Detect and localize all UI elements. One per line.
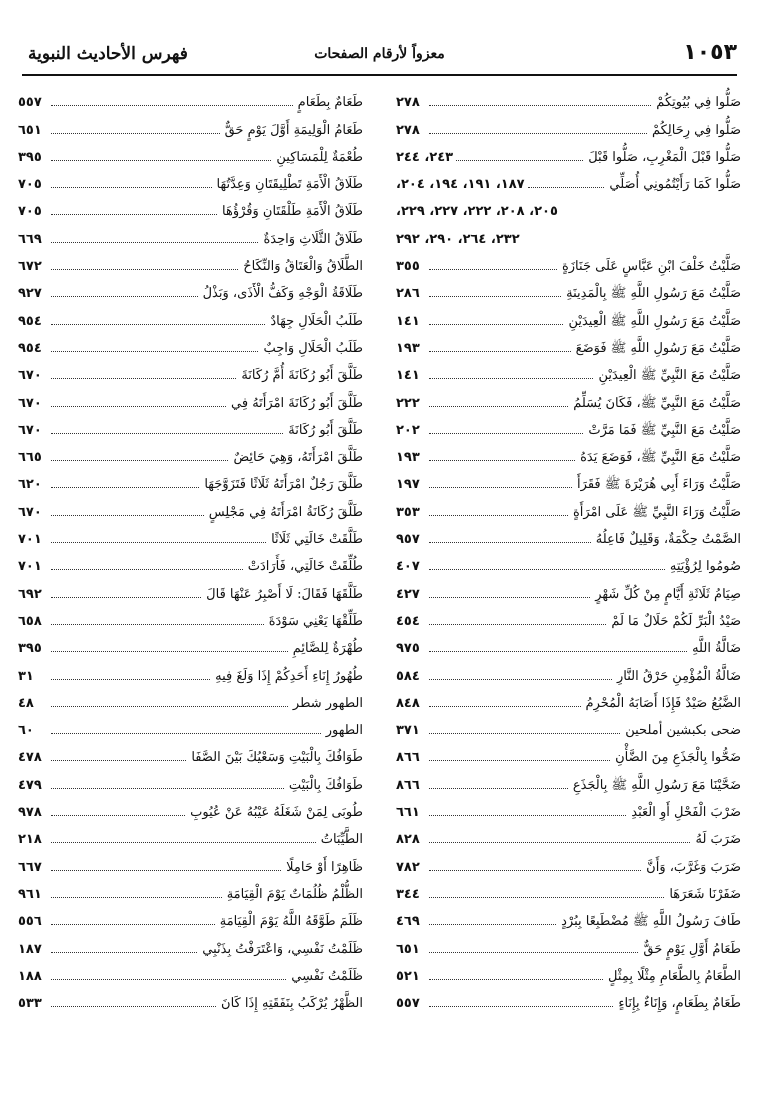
page-reference: ٤٨ [18,695,34,711]
dot-leader [51,324,265,325]
hadith-text: صَلُّوا قَبْلَ الْمَغْرِبِ، صَلُّوا قَبْلَ [588,149,741,165]
hadith-text: الطهور شطر [292,695,363,711]
hadith-text: طَعَامٌ بِطَعَامٍ، وَإِنَاءٌ بِإِنَاءٍ [618,996,741,1012]
dot-leader [429,324,563,325]
dot-leader [51,679,210,680]
index-entry [18,848,363,875]
index-entry [18,111,363,138]
hadith-text: طَلَّقَتْ خَالَتِي ثَلَاثًا [271,532,363,548]
dot-leader [51,842,316,843]
page-reference: ٩٥٧ [396,532,420,548]
index-entry [396,548,741,575]
dot-leader [429,433,583,434]
page-reference: ٥٨٤ [396,668,420,684]
dot-leader [429,133,647,134]
index-entry [396,521,741,548]
hadith-text: الصَّمْتُ حِكْمَةٌ، وَقَلِيلٌ فَاعِلُهُ [595,532,741,548]
dot-leader [51,214,217,215]
dot-leader [51,351,258,352]
hadith-text: صِيَامُ ثَلَاثَةِ أَيَّامٍ مِنْ كُلِّ شَهْرٍ [595,586,741,602]
index-entry [396,357,741,384]
dot-leader [429,651,687,652]
hadith-text: طَلَّقَ رُكَانَةُ امْرَأَتَهُ فِي مَجْلِسٍ [208,504,363,520]
hadith-text: الطَّعَامُ بِالطَّعَامِ مِثْلًا بِمِثْلٍ [608,968,741,984]
header-rule [22,74,737,76]
dot-leader [51,242,258,243]
index-entry [18,384,363,411]
page-reference: ٥٣٣ [18,996,42,1012]
dot-leader [429,624,606,625]
index-entry [18,466,363,493]
hadith-text: طُعْمَةٌ لِلْمَسَاكِينِ [276,149,363,165]
index-entry [396,220,741,247]
page-reference: ٦٧٢ [18,259,42,275]
page-reference: ٣٩٥ [18,641,42,657]
index-entry [396,193,741,220]
hadith-text: طَعَامُ أَوَّلِ يَوْمٍ حَقٌّ [643,941,741,957]
hadith-text: الطَّلَاقُ وَالْعَتَاقُ وَالنِّكَاحُ [243,259,363,275]
index-entry [396,794,741,821]
page-reference: ٩٥٤ [18,340,42,356]
index-entry [396,712,741,739]
index-entry [396,930,741,957]
dot-leader [51,815,185,816]
hadith-text: الضَّبُعُ صَيْدٌ فَإِذَا أَصَابَهُ الْمُحْرِمُ [585,695,741,711]
index-column-left [18,84,363,1084]
index-entry [396,166,741,193]
page-reference: ٣٥٥ [396,259,420,275]
page-reference: ١٤١ [396,313,420,329]
index-entry [396,657,741,684]
hadith-text: ضَرَبَ وَغَرَّبَ، وَأَنَّ [646,859,741,875]
page-reference: ٦٦٧ [18,859,42,875]
page-reference: ٦٥١ [18,122,42,138]
dot-leader [429,569,665,570]
dot-leader [429,733,620,734]
dot-leader [51,624,264,625]
index-entry [18,739,363,766]
hadith-text: طَلَّقَ أَبُو رُكَانَةَ [288,422,363,438]
hadith-text: طَلَّقَهَا فَقَالَ: لَا أَصْبِرُ عَنْهَا قَالَ [206,586,363,602]
index-entry [18,357,363,384]
dot-leader [51,433,283,434]
page-reference: ٧٠١ [18,559,42,575]
page-reference: ٤٢٧ [396,586,420,602]
hadith-text: ظَلَمْتُ نَفْسِي، وَاعْتَرَفْتُ بِذَنْبِي [202,941,363,957]
dot-leader [51,487,199,488]
index-entry [396,766,741,793]
dot-leader [51,760,186,761]
index-entry [396,821,741,848]
page-reference: ٩٢٧ [18,286,42,302]
page-header [22,40,737,70]
index-entry [18,603,363,630]
dot-leader [429,870,641,871]
index-entry [18,412,363,439]
page-reference: ٦٦١ [396,805,420,821]
index-entry [18,575,363,602]
dot-leader [429,897,664,898]
page-reference: ٨٦٦ [396,777,420,793]
page-reference: ٩٧٥ [396,641,420,657]
index-entry [396,493,741,520]
page-reference: ٢٢٢ [396,395,420,411]
dot-leader [51,269,238,270]
dot-leader [528,187,605,188]
index-entry [18,521,363,548]
hadith-text: صَلُّوا كَمَا رَأَيْتُمُونِي أُصَلِّي [609,177,741,193]
dot-leader [51,187,212,188]
dot-leader [429,351,571,352]
index-entry [396,139,741,166]
dot-leader [51,897,222,898]
index-entry [396,876,741,903]
hadith-text: ضحى بكبشين أملحين [625,723,741,739]
hadith-text: طَلَاقُ الْأَمَةِ تَطْلِيقَتَانِ وَعِدَّتُهَا [216,177,363,193]
page-reference: ٦٥١ [396,941,420,957]
dot-leader [429,515,568,516]
index-column-right [396,84,741,1084]
dot-leader [51,406,226,407]
index-entry [18,220,363,247]
page-reference: ٦٧٠ [18,422,42,438]
index-entry [18,766,363,793]
page-reference: ٥٢١ [396,968,420,984]
index-entry [18,821,363,848]
index-entry [18,439,363,466]
index-entry [396,248,741,275]
index-entry [18,166,363,193]
hadith-text: طَلِّقْهَا يَعْنِي سَوْدَةَ [268,613,363,629]
page-reference: ٩٥٤ [18,313,42,329]
hadith-text: صَلَّيْتُ وَرَاءَ النَّبِيِّ ﷺ عَلَى امْرَأَةٍ [573,504,741,520]
hadith-text: طَلَّقَ أَبُو رُكَانَةَ امْرَأَتَهُ فِي [231,395,363,411]
hadith-text: طَلَّقَ رَجُلٌ امْرَأَتَهُ ثَلَاثًا فَتَزَوَّجَهَا [204,477,363,493]
hadith-text: طُهُورُ إِنَاءِ أَحَدِكُمْ إِذَا وَلَغَ فِيهِ [215,668,363,684]
hadith-text: طُهْرَةٌ لِلصَّائِمِ [292,641,363,657]
dot-leader [429,760,610,761]
index-entry [396,739,741,766]
page-reference: ٣٤٤ [396,886,420,902]
dot-leader [51,296,198,297]
index-entry [396,111,741,138]
dot-leader [429,105,651,106]
page-reference: ٣١ [18,668,34,684]
page-reference: ١٩٣ [396,340,420,356]
page-reference: ٣٥٣ [396,504,420,520]
hadith-text: طَعَامٌ بِطَعَامٍ [297,95,363,111]
page-reference: ٣٩٥ [18,149,42,165]
index-entry [396,412,741,439]
hadith-text: ضَالَّةُ الْمُؤْمِنِ حَرْقُ النَّارِ [616,668,741,684]
dot-leader [51,105,293,106]
hadith-text: طَوَافُكَ بِالْبَيْتِ [288,777,363,793]
page-reference: ٢١٨ [18,832,42,848]
index-entry [18,930,363,957]
page-reference: ٧٨٢ [396,859,420,875]
page-reference: ٨٢٨ [396,832,420,848]
dot-leader [429,406,568,407]
dot-leader [51,651,288,652]
index-entry [396,603,741,630]
dot-leader [51,788,284,789]
dot-leader [51,542,266,543]
dot-leader [429,815,626,816]
index-entry [396,685,741,712]
hadith-text: طُوبَى لِمَنْ شَغَلَهُ عَيْبُهُ عَنْ عُيُوبِ [190,805,363,821]
hadith-text: صَلَّيْتُ مَعَ النَّبِيِّ ﷺ، فَوَضَعَ يَدَهُ [580,450,741,466]
page-reference: ٢٤٣، ٢٤٤ [396,149,454,165]
page-reference: ٤٦٩ [396,914,420,930]
dot-leader [429,924,556,925]
index-entry [18,657,363,684]
page-reference: ٤٧٨ [18,750,42,766]
page-reference: ٢٠٥، ٢٠٨، ٢٢٢، ٢٢٧، ٢٢٩، [396,204,558,220]
page-reference: ٦٢٠ [18,477,42,493]
index-entry [396,630,741,657]
dot-leader [429,296,561,297]
dot-leader [51,597,201,598]
page-reference: ٩٧٨ [18,805,42,821]
page-reference: ٥٥٦ [18,914,42,930]
page-reference: ١٩٧ [396,477,420,493]
hadith-text: طَلَاقُ الثَّلَاثِ وَاحِدَةٌ [263,231,363,247]
dot-leader [51,924,215,925]
hadith-text: طَلَبُ الْحَلَالِ وَاجِبٌ [263,340,363,356]
page-reference: ٤٠٧ [396,559,420,575]
index-entry [396,985,741,1012]
page-reference: ٦٦٩ [18,231,42,247]
hadith-text: ضَرَبَ لَهُ [695,832,741,848]
index-entry [396,384,741,411]
page-reference: ٣٧١ [396,723,420,739]
hadith-text: صَلُّوا فِي رِحَالِكُمْ [651,122,741,138]
hadith-text: طَلَاقَةُ الْوَجْهِ وَكَفُّ الْأَذَى، وَبَذْلُ [202,286,363,302]
page-reference: ٢٧٨ [396,95,420,111]
hadith-text: ضَرْبَ الْفَحْلِ أَوِ الْعَبْدِ [631,805,741,821]
dot-leader [51,378,236,379]
page-reference: ٥٥٧ [18,95,42,111]
index-entry [396,958,741,985]
hadith-text: ضَفَرْنَا شَعَرَهَا [669,886,741,902]
page-reference: ٧٠٥ [18,177,42,193]
page-reference: ١٨٧، ١٩١، ١٩٤، ٢٠٤، [396,177,525,193]
index-entry [18,330,363,357]
page-reference: ٢٧٨ [396,122,420,138]
dot-leader [456,160,583,161]
dot-leader [429,1006,613,1007]
index-entry [396,330,741,357]
dot-leader [429,842,690,843]
dot-leader [429,706,581,707]
dot-leader [429,487,572,488]
hadith-text: صَلَّيْتُ مَعَ رَسُولِ اللَّهِ ﷺ الْعِيدَيْنِ [568,313,741,329]
hadith-text: طَوَافُكَ بِالْبَيْتِ وَسَعْيُكَ بَيْنَ الصَّفَا [191,750,363,766]
index-entry [18,794,363,821]
index-entry [18,876,363,903]
dot-leader [51,133,220,134]
page-reference: ٧٠١ [18,532,42,548]
hadith-text: طَلَّقَ أَبُو رُكَانَةَ أُمَّ رُكَانَةَ [241,368,363,384]
index-entry [396,275,741,302]
index-entry [18,903,363,930]
hadith-text: صَلَّيْتُ مَعَ رَسُولِ اللَّهِ ﷺ فَوَضَعَ [575,340,741,356]
dot-leader [51,160,271,161]
index-title: فهرس الأحاديث النبوية [28,44,188,64]
page-reference: ٧٠٥ [18,204,42,220]
hadith-text: طَلَاقُ الْأَمَةِ طَلْقَتَانِ وَقُرْؤُهَا [222,204,363,220]
hadith-text: صَلَّيْتُ خَلْفَ ابْنِ عَبَّاسٍ عَلَى جَنَازَةٍ [561,259,741,275]
hadith-text: صُومُوا لِرُؤْيَتِهِ [669,559,741,575]
page-reference: ١٨٧ [18,941,42,957]
dot-leader [51,706,288,707]
page-reference: ٦٧٠ [18,504,42,520]
dot-leader [429,542,591,543]
hadith-text: ظَلَمْتُ نَفْسِي [291,968,363,984]
hadith-text: ضَحُّوا بِالْجَذَعِ مِنَ الضَّأْنِ [615,750,741,766]
page-reference: ١٩٣ [396,450,420,466]
index-entry [18,248,363,275]
index-entry [396,903,741,930]
index-entry [396,439,741,466]
page-reference: ٥٥٧ [396,996,420,1012]
hadith-text: ضَحَّيْنَا مَعَ رَسُولِ اللَّهِ ﷺ بِالْجَذَعِ [572,777,741,793]
dot-leader [51,733,321,734]
index-entry [18,548,363,575]
page-reference: ٦٦٥ [18,450,42,466]
hadith-text: صَلَّيْتُ مَعَ النَّبِيِّ ﷺ فَمَا مَرَّتْ [588,422,741,438]
page-reference: ٢٣٢، ٢٦٤، ٢٩٠، ٢٩٢ [396,231,520,247]
dot-leader [51,1006,216,1007]
hadith-text: الظَّهْرُ يُرْكَبُ بِنَفَقَتِهِ إِذَا كَانَ [221,996,363,1012]
index-entry [396,84,741,111]
hadith-text: صَلُّوا فِي بُيُوتِكُمْ [656,95,741,111]
page-reference: ٦٧٠ [18,368,42,384]
page-reference: ٤٥٤ [396,613,420,629]
index-entry [396,302,741,329]
hadith-text: صَيْدُ الْبَرِّ لَكُمْ حَلَالٌ مَا لَمْ [611,613,741,629]
hadith-text: طَافَ رَسُولُ اللَّهِ ﷺ مُضْطَبِعًا بِبُرْدٍ [561,914,741,930]
dot-leader [429,979,603,980]
index-entry [18,958,363,985]
page-reference: ٩٦١ [18,886,42,902]
page-reference: ٤٧٩ [18,777,42,793]
hadith-text: ظَلَمَ طَوَّقَهُ اللَّهُ يَوْمَ الْقِيَامَةِ [219,914,363,930]
dot-leader [51,515,204,516]
page-reference: ٦٥٨ [18,613,42,629]
page-reference: ٨٤٨ [396,695,420,711]
dot-leader [429,679,612,680]
index-entry [18,630,363,657]
index-entry [18,84,363,111]
hadith-text: طَعَامُ الْوَلِيمَةِ أَوَّلَ يَوْمٍ حَقٌّ [224,122,363,138]
index-entry [18,493,363,520]
dot-leader [429,952,638,953]
hadith-text: طَلَبُ الْحَلَالِ جِهَادٌ [270,313,363,329]
page-reference: ٦٧٠ [18,395,42,411]
index-entry [18,985,363,1012]
hadith-text: الظُّلْمُ ظُلُمَاتٌ يَوْمَ الْقِيَامَةِ [226,886,363,902]
dot-leader [429,269,557,270]
dot-leader [429,460,575,461]
dot-leader [429,597,590,598]
index-entry [396,575,741,602]
hadith-text: طُلِّقَتْ خَالَتِي، فَأَرَادَتْ [247,559,363,575]
dot-leader [429,378,593,379]
hadith-text: صَلَّيْتُ وَرَاءَ أَبِي هُرَيْرَةَ ﷺ فَقَرَأَ [577,477,741,493]
dot-leader [51,460,228,461]
index-entry [18,275,363,302]
page-reference: ٢٨٦ [396,286,420,302]
index-entry [18,712,363,739]
running-title: معزواً لأرقام الصفحات [314,46,445,62]
dot-leader [51,979,286,980]
hadith-text: ضَالَّةُ اللَّهِ [692,641,741,657]
page-number: ١٠٥٣ [683,40,737,65]
page-reference: ١٨٨ [18,968,42,984]
index-entry [18,193,363,220]
dot-leader [429,788,568,789]
dot-leader [51,952,197,953]
dot-leader [51,870,281,871]
hadith-text: ظَاهِرًا أَوْ حَامِلًا [286,859,363,875]
page-reference: ١٤١ [396,368,420,384]
dot-leader [51,569,243,570]
index-entry [18,302,363,329]
hadith-text: صَلَّيْتُ مَعَ رَسُولِ اللَّهِ ﷺ بِالْمَدِينَةِ [566,286,741,302]
hadith-text: طَلَّقَ امْرَأَتَهُ، وَهِيَ حَائِضٌ [233,450,363,466]
hadith-text: الطَّيِّبَاتُ [320,832,363,848]
page-reference: ٨٦٦ [396,750,420,766]
page-reference: ٢٠٢ [396,422,420,438]
index-entry [18,685,363,712]
hadith-text: صَلَّيْتُ مَعَ النَّبِيِّ ﷺ الْعِيدَيْنِ [598,368,741,384]
index-entry [396,848,741,875]
page-reference: ٦٩٢ [18,586,42,602]
page-reference: ٦٠ [18,723,34,739]
hadith-text: الطهور [325,723,363,739]
index-entry [18,139,363,166]
index-entry [396,466,741,493]
hadith-text: صَلَّيْتُ مَعَ النَّبِيِّ ﷺ، فَكَانَ يُسَلِّمُ [573,395,741,411]
